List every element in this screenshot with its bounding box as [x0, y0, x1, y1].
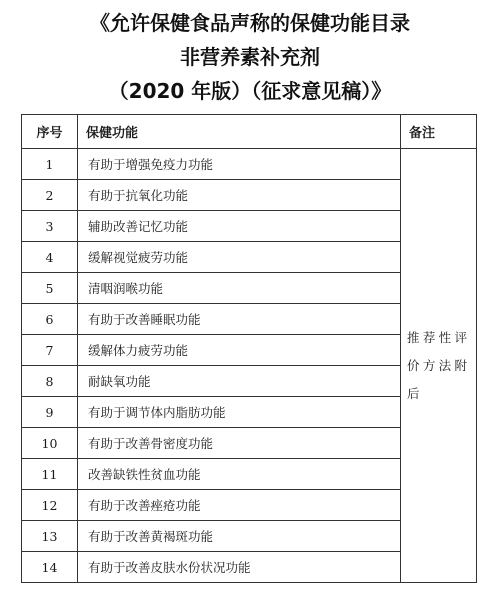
- row-number: 4: [22, 242, 78, 273]
- row-function: 有助于改善皮肤水份状况功能: [78, 552, 401, 583]
- table-body: [22, 149, 477, 583]
- row-function: 有助于改善痤疮功能: [78, 490, 401, 521]
- row-function: 有助于抗氧化功能: [78, 180, 401, 211]
- row-number: 5: [22, 273, 78, 304]
- row-number: 12: [22, 490, 78, 521]
- row-function: 耐缺氧功能: [78, 366, 401, 397]
- row-function: 有助于调节体内脂肪功能: [78, 397, 401, 428]
- table-row: [22, 149, 477, 180]
- row-function: 缓解体力疲劳功能: [78, 335, 401, 366]
- header-note: 备注: [401, 115, 477, 149]
- row-number: 11: [22, 459, 78, 490]
- row-function: 辅助改善记忆功能: [78, 211, 401, 242]
- row-number: 7: [22, 335, 78, 366]
- row-number: 6: [22, 304, 78, 335]
- title-line-1: 《允许保健食品声称的保健功能目录: [90, 11, 410, 35]
- row-function: 有助于改善黄褐斑功能: [78, 521, 401, 552]
- document-title: [0, 6, 500, 108]
- title-line-3: （2020 年版）（征求意见稿）》: [108, 79, 392, 103]
- row-function: 改善缺铁性贫血功能: [78, 459, 401, 490]
- row-function: 清咽润喉功能: [78, 273, 401, 304]
- title-line-2: 非营养素补充剂: [180, 45, 320, 69]
- header-number: 序号: [22, 115, 78, 149]
- row-number: 8: [22, 366, 78, 397]
- row-number: 13: [22, 521, 78, 552]
- note-cell: 推荐性评价方法附后: [401, 149, 477, 583]
- row-function: 缓解视觉疲劳功能: [78, 242, 401, 273]
- row-function: 有助于改善睡眠功能: [78, 304, 401, 335]
- table-header-row: [22, 115, 477, 149]
- row-number: 3: [22, 211, 78, 242]
- row-function: 有助于改善骨密度功能: [78, 428, 401, 459]
- row-number: 14: [22, 552, 78, 583]
- header-function: 保健功能: [78, 115, 401, 149]
- row-number: 1: [22, 149, 78, 180]
- row-number: 9: [22, 397, 78, 428]
- row-function: 有助于增强免疫力功能: [78, 149, 401, 180]
- row-number: 2: [22, 180, 78, 211]
- row-number: 10: [22, 428, 78, 459]
- health-function-table: [21, 114, 477, 583]
